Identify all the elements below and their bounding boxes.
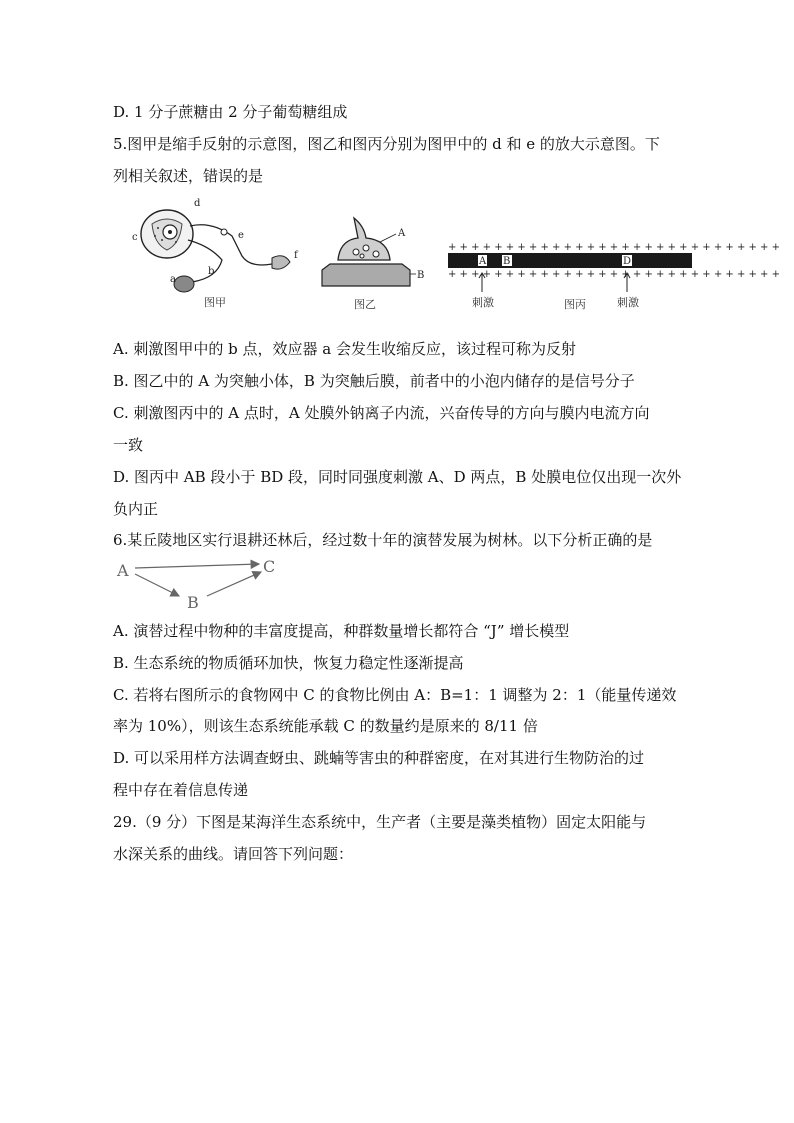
- point-D: D: [623, 256, 632, 267]
- node-C: C: [263, 557, 276, 576]
- figure-yi: [318, 212, 430, 314]
- label-a: a: [170, 274, 176, 285]
- label-B-yi: B: [417, 270, 425, 281]
- caption-bing: 图丙: [564, 298, 586, 311]
- q6-option-c: C. 若将右图所示的食物网中 C 的食物比例由 A：B=1：1 调整为 2：1（能量传递效: [113, 686, 677, 704]
- q6-option-c-cont: 率为 10%），则该生态系统能承载 C 的数量约是原来的 8/11 倍: [113, 717, 538, 735]
- figure-jia: [122, 196, 312, 314]
- caption-jia: 图甲: [204, 296, 226, 309]
- label-e: e: [238, 230, 244, 241]
- q5-option-d-cont: 负内正: [113, 500, 159, 518]
- q5-option-c-cont: 一致: [113, 436, 144, 454]
- food-web-diagram: [113, 556, 285, 612]
- svg-text:+ + + + + + + + + + + + + + +: + + + + + + + + + + + + + + + + + + + + + + + + + + + + +: [448, 269, 780, 280]
- q6-option-d-cont: 程中存在着信息传递: [113, 781, 249, 799]
- q5-option-c: C. 刺激图丙中的 A 点时，A 处膜外钠离子内流，兴奋传导的方向与膜内电流方向: [113, 404, 650, 422]
- point-B: B: [503, 256, 511, 267]
- point-A: A: [479, 256, 487, 267]
- question-5-stem: 5.图甲是缩手反射的示意图，图乙和图丙分别为图甲中的 d 和 e 的放大示意图。下: [113, 135, 660, 153]
- label-b: b: [208, 266, 215, 277]
- node-B: B: [187, 593, 199, 612]
- label-f: f: [294, 250, 298, 261]
- question-5-stem-cont: 列相关叙述，错误的是: [113, 167, 264, 185]
- question-29-stem-cont: 水深关系的曲线。请回答下列问题：: [113, 845, 354, 863]
- label-c: c: [132, 232, 138, 243]
- label-d: d: [194, 198, 201, 209]
- option-d-q4: D. 1 分子蔗糖由 2 分子葡萄糖组成: [113, 103, 348, 121]
- q5-option-b: B. 图乙中的 A 为突触小体，B 为突触后膜，前者中的小泡内储存的是信号分子: [113, 372, 635, 390]
- svg-text:+ + + + + + + + + + + + + + +: + + + + + + + + + + + + + + + + + + + + + + + + + + + + +: [448, 242, 780, 253]
- caption-yi: 图乙: [354, 298, 376, 311]
- question-29-stem: 29.（9 分）下图是某海洋生态系统中，生产者（主要是藻类植物）固定太阳能与: [113, 813, 647, 831]
- label-A-yi: A: [398, 228, 406, 239]
- q6-option-b: B. 生态系统的物质循环加快，恢复力稳定性逐渐提高: [113, 654, 464, 672]
- q5-option-d: D. 图丙中 AB 段小于 BD 段，同时同强度刺激 A、D 两点，B 处膜电位仅出现一次外: [113, 468, 682, 486]
- stim-right: 刺激: [617, 296, 639, 309]
- question-6-stem: 6.某丘陵地区实行退耕还林后，经过数十年的演替发展为树林。以下分析正确的是: [113, 531, 653, 549]
- q6-option-a: A. 演替过程中物种的丰富度提高，种群数量增长都符合 “J” 增长模型: [113, 622, 570, 640]
- figure-bing: [446, 240, 780, 314]
- stim-left: 刺激: [472, 296, 494, 309]
- q5-option-a: A. 刺激图甲中的 b 点，效应器 a 会发生收缩反应，该过程可称为反射: [113, 340, 576, 358]
- q6-option-d: D. 可以采用样方法调查蚜虫、跳蝻等害虫的种群密度，在对其进行生物防治的过: [113, 749, 645, 767]
- node-A: A: [117, 561, 129, 580]
